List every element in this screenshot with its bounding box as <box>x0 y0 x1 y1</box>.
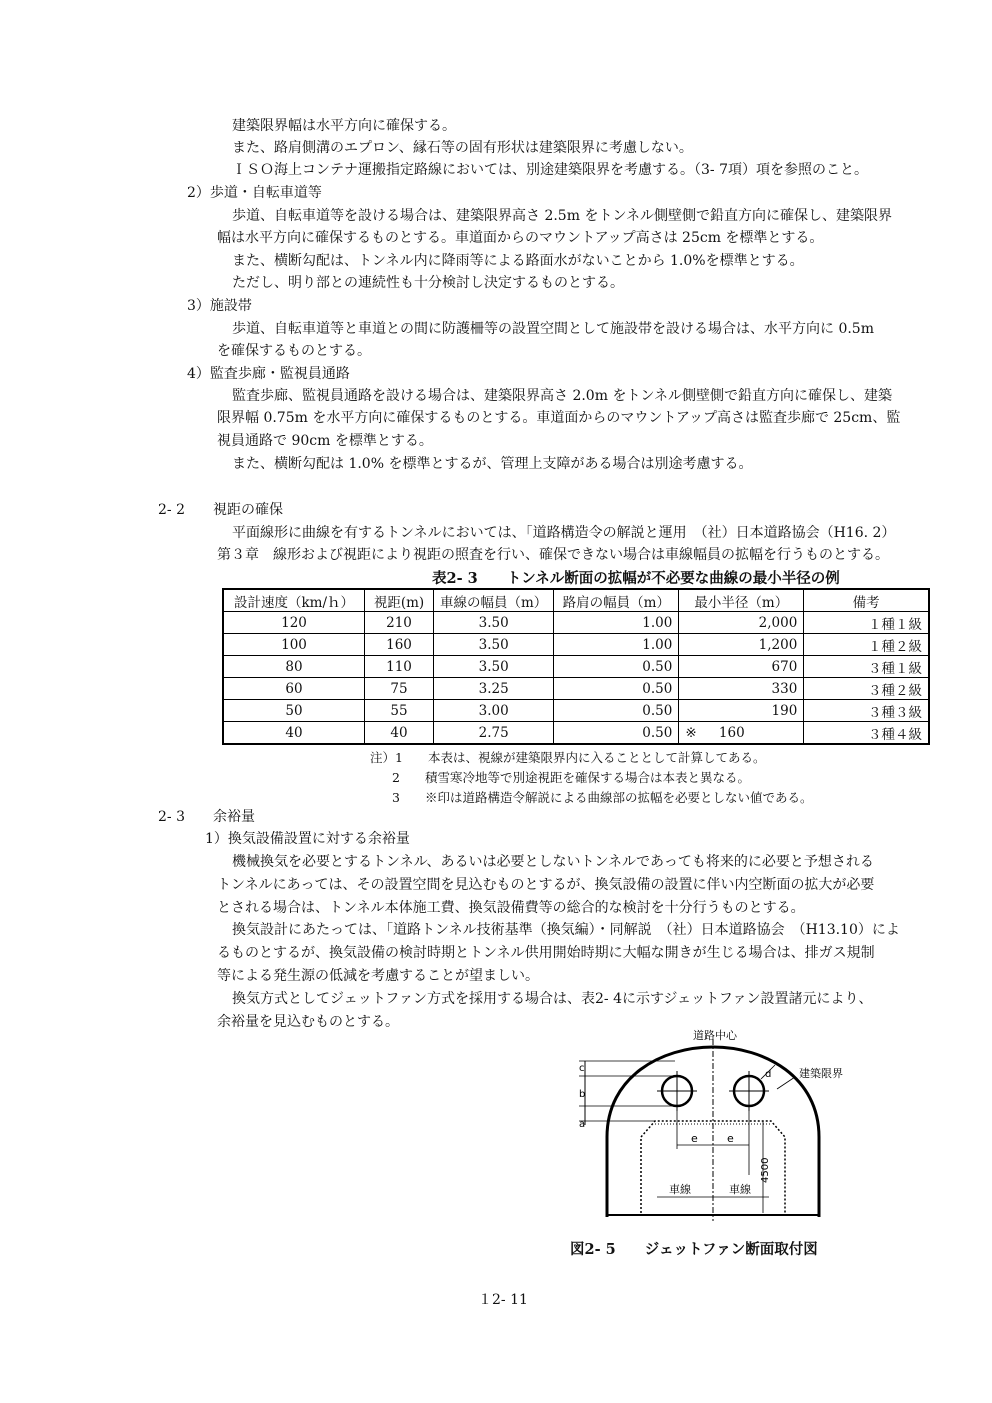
text-line: 歩道、自転車道等と車道との間に防護柵等の設置空間として施設帯を設ける場合は、水平方向に 0.5m <box>232 321 874 337</box>
text-line: 監査歩廊、監視員通路を設ける場合は、建築限界高さ 2.0m をトンネル側壁側で鉛直方向に確保し、建築 <box>232 388 893 404</box>
cell-shoulder-width: 0.50 <box>554 700 679 722</box>
text-line: 等による発生源の低減を考慮することが望ましい。 <box>217 968 539 984</box>
column-header: 設計速度（km/ｈ） <box>223 589 365 612</box>
text-line: 歩道、自転車道等を設ける場合は、建築限界高さ 2.5m をトンネル側壁側で鉛直方向に確保し、建築限界 <box>232 208 893 224</box>
cell-lane-width: 3.50 <box>434 634 554 656</box>
section-heading: 2- 3 余裕量 <box>158 809 255 825</box>
lane-label-right: 車線 <box>729 1183 751 1196</box>
cell-sight-distance: 40 <box>365 722 434 745</box>
cell-min-radius: 330 <box>679 678 804 700</box>
lane-label-left: 車線 <box>669 1183 691 1196</box>
jet-fan-section-figure <box>563 1025 863 1230</box>
clearance-label: 建築限界 <box>799 1067 843 1080</box>
cell-min-radius: 1,200 <box>679 634 804 656</box>
cell-remarks: ３種１級 <box>804 656 929 678</box>
item-heading: 4）監査歩廊・監視員通路 <box>187 366 350 382</box>
cell-min-radius <box>679 722 804 745</box>
item-heading: 2）歩道・自転車道等 <box>187 185 322 201</box>
cell-remarks: ３種４級 <box>804 722 929 745</box>
text-line: トンネルにあっては、その設置空間を見込むものとするが、換気設備の設置に伴い内空断面の拡大が必要 <box>217 877 875 893</box>
cell-speed: 40 <box>223 722 365 745</box>
cell-speed: 60 <box>223 678 365 700</box>
cell-speed: 50 <box>223 700 365 722</box>
cell-sight-distance: 75 <box>365 678 434 700</box>
cell-sight-distance: 110 <box>365 656 434 678</box>
text-line: 幅は水平方向に確保するものとする。車道面からのマウントアップ高さは 25cm を標準とする。 <box>217 230 824 246</box>
text-line: また、横断勾配は 1.0% を標準とするが、管理上支障がある場合は別途考慮する。 <box>232 456 753 472</box>
cell-remarks: １種２級 <box>804 634 929 656</box>
figure-caption: 図2- 5 ジェットファン断面取付図 <box>570 1241 818 1258</box>
table-row <box>223 700 929 722</box>
table-note: 2 積雪寒冷地等で別途視距を確保する場合は本表と異なる。 <box>392 770 750 785</box>
text-line: 建築限界幅は水平方向に確保する。 <box>232 118 456 134</box>
column-header: 車線の幅員（m） <box>434 589 554 612</box>
text-line: 視員通路で 90cm を標準とする。 <box>217 433 433 449</box>
text-line: 限界幅 0.75m を水平方向に確保するものとする。車道面からのマウントアップ高さは監査歩廊で 25cm、監 <box>217 410 901 426</box>
cell-speed: 120 <box>223 612 365 634</box>
cell-lane-width: 2.75 <box>434 722 554 745</box>
cell-lane-width: 3.50 <box>434 656 554 678</box>
table-row <box>223 722 929 745</box>
section-heading: 2- 2 視距の確保 <box>158 502 283 518</box>
cell-shoulder-width: 0.50 <box>554 656 679 678</box>
column-header: 備考 <box>804 589 929 612</box>
cell-speed: 80 <box>223 656 365 678</box>
cell-lane-width: 3.25 <box>434 678 554 700</box>
text-line: 換気方式としてジェットファン方式を採用する場合は、表2- 4に示すジェットファン設置諸元により、 <box>232 991 873 1007</box>
table-row <box>223 634 929 656</box>
page-number: １2- 11 <box>478 1292 528 1308</box>
table-note: 3 ※印は道路構造令解説による曲線部の拡幅を必要としない値である。 <box>392 790 813 805</box>
column-header: 路肩の幅員（m） <box>554 589 679 612</box>
column-header: 視距(m) <box>365 589 434 612</box>
text-line: 換気設計にあたっては、「道路トンネル技術基準（換気編）・同解説 （社）日本道路協会 （H13.10）によ <box>232 922 900 938</box>
item-heading: 1）換気設備設置に対する余裕量 <box>205 831 410 847</box>
text-line: また、路肩側溝のエプロン、縁石等の固有形状は建築限界に考慮しない。 <box>232 140 693 156</box>
min-radius-table <box>222 588 930 745</box>
table-note: 注）1 本表は、視線が建築限界内に入ることとして計算してある。 <box>370 750 766 765</box>
cell-shoulder-width: 1.00 <box>554 634 679 656</box>
column-header: 最小半径（m） <box>679 589 804 612</box>
cell-sight-distance: 55 <box>365 700 434 722</box>
road-center-label: 道路中心 <box>693 1029 737 1042</box>
cell-remarks: ３種２級 <box>804 678 929 700</box>
cell-min-radius: 670 <box>679 656 804 678</box>
cell-min-radius: 2,000 <box>679 612 804 634</box>
dim-label-b: b <box>579 1089 586 1100</box>
asterisk-mark: ※ <box>685 724 697 741</box>
cell-lane-width: 3.50 <box>434 612 554 634</box>
text-line: また、横断勾配は、トンネル内に降雨等による路面水がないことから 1.0%を標準とする。 <box>232 253 804 269</box>
cell-min-radius: 190 <box>679 700 804 722</box>
cell-sight-distance: 210 <box>365 612 434 634</box>
cell-speed: 100 <box>223 634 365 656</box>
item-heading: 3）施設帯 <box>187 298 252 314</box>
cell-lane-width: 3.00 <box>434 700 554 722</box>
dim-label-e-left: e <box>691 1132 698 1145</box>
dim-label-c: c <box>579 1063 585 1074</box>
table-row <box>223 612 929 634</box>
cell-remarks: ３種３級 <box>804 700 929 722</box>
cell-sight-distance: 160 <box>365 634 434 656</box>
text-line: 機械換気を必要とするトンネル、あるいは必要としないトンネルであっても将来的に必要と予想される <box>232 854 874 870</box>
table-row <box>223 678 929 700</box>
table-caption: 表2- 3 トンネル断面の拡幅が不必要な曲線の最小半径の例 <box>432 570 840 587</box>
text-line: 余裕量を見込むものとする。 <box>217 1014 399 1030</box>
text-line: 第３章 線形および視距により視距の照査を行い、確保できない場合は車線幅員の拡幅を行うものとする。 <box>217 547 889 563</box>
dim-label-a: a <box>579 1119 586 1130</box>
cell-shoulder-width: 0.50 <box>554 722 679 745</box>
text-line: ただし、明り部との連続性も十分検討し決定するものとする。 <box>232 275 624 291</box>
cell-remarks: １種１級 <box>804 612 929 634</box>
cell-shoulder-width: 1.00 <box>554 612 679 634</box>
min-radius-value: 160 <box>718 724 745 741</box>
text-line: とされる場合は、トンネル本体施工費、換気設備費等の総合的な検討を十分行うものとする。 <box>217 900 805 916</box>
height-label: 4500 <box>760 1157 771 1183</box>
table-header-row <box>223 589 929 612</box>
cell-shoulder-width: 0.50 <box>554 678 679 700</box>
dim-label-e-right: e <box>727 1132 734 1145</box>
text-line: 平面線形に曲線を有するトンネルにおいては、「道路構造令の解説と運用 （社）日本道路協会（H16. 2） <box>232 525 896 541</box>
text-line: を確保するものとする。 <box>217 343 371 359</box>
text-line: るものとするが、換気設備の検討時期とトンネル供用開始時期に大幅な開きが生じる場合は、排ガス規制 <box>217 945 875 961</box>
text-line: ＩＳＯ海上コンテナ運搬指定路線においては、別途建築限界を考慮する。（3- 7項）項を参照のこと。 <box>232 162 868 178</box>
dim-label-d: d <box>765 1069 772 1080</box>
table-row <box>223 656 929 678</box>
